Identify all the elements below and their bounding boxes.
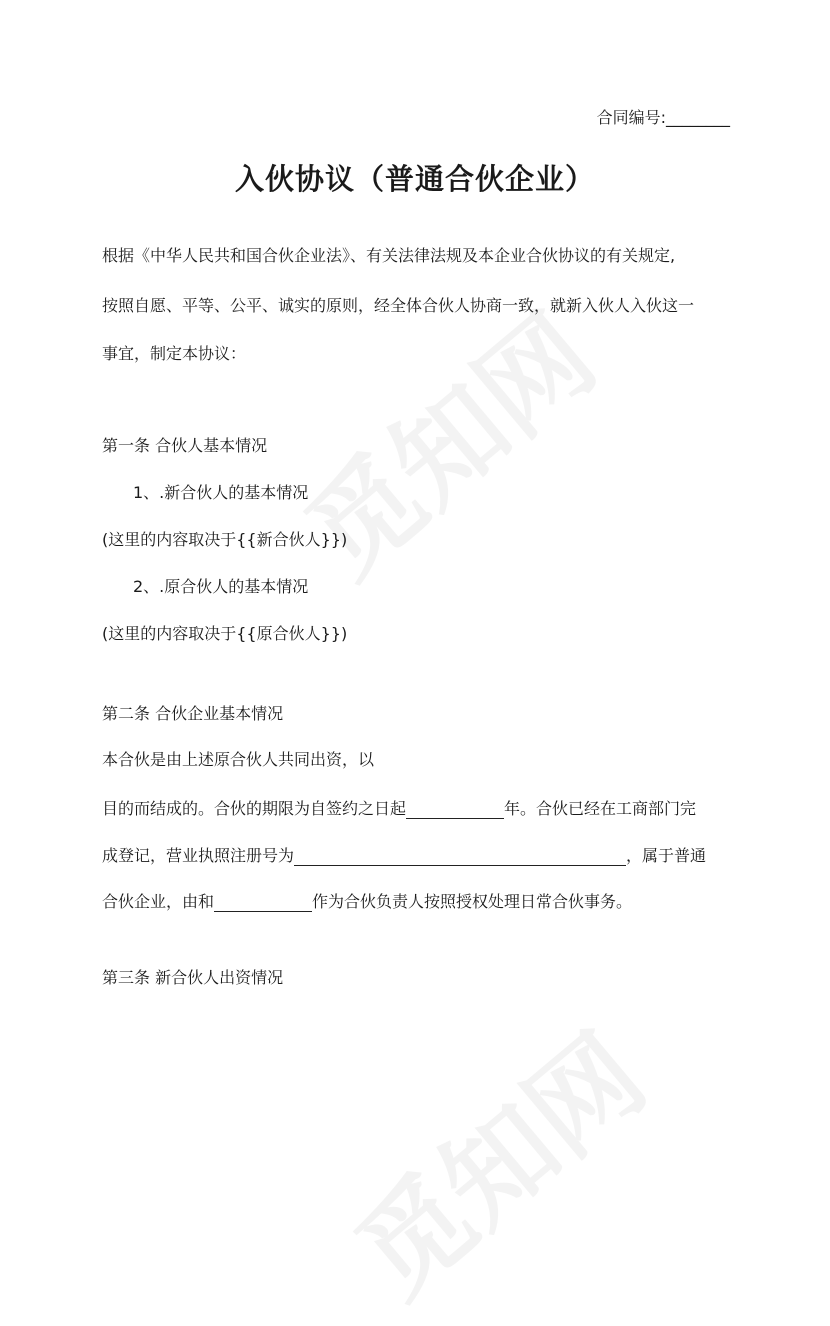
license-number-blank[interactable] (294, 847, 626, 866)
article-2-line-1: 本合伙是由上述原合伙人共同出资，以 (102, 750, 375, 769)
article-2-line-2-part-b: 年。合伙已经在工商部门完 (504, 799, 697, 818)
article-2-line-4 (102, 892, 632, 912)
intro-line-1: 根据《中华人民共和国合伙企业法》、有关法律法规及本企业合伙协议的有关规定, (102, 246, 676, 265)
watermark-bottom (318, 992, 672, 1325)
article-2-line-4-part-b: 作为合伙负责人按照授权处理日常合伙事务。 (312, 892, 633, 911)
article-2-line-2 (102, 799, 696, 819)
article-1-item-1: 1、.新合伙人的基本情况 (133, 483, 309, 502)
intro-line-3: 事宜，制定本协议： (102, 344, 247, 363)
article-1-item-2: 2、.原合伙人的基本情况 (133, 577, 309, 596)
article-2-line-3 (102, 846, 706, 866)
term-years-blank[interactable] (406, 800, 504, 819)
article-2-line-3-part-a: 成登记，营业执照注册号为 (102, 846, 295, 865)
responsible-partner-blank[interactable] (214, 893, 312, 912)
watermark (268, 272, 622, 605)
article-2-line-3-part-b: ，属于普通 (626, 846, 707, 865)
article-2-line-4-part-a: 合伙企业，由和 (102, 892, 215, 911)
document-title: 入伙协议（普通合伙企业） (234, 162, 595, 196)
article-2-line-2-part-a: 目的而结成的。合伙的期限为自签约之日起 (102, 799, 407, 818)
article-2-heading: 第二条 合伙企业基本情况 (102, 704, 284, 723)
article-1-note-2: (这里的内容取决于{{原合伙人}}) (102, 624, 348, 643)
article-3-heading: 第三条 新合伙人出资情况 (102, 968, 284, 987)
intro-line-2: 按照自愿、平等、公平、诚实的原则，经全体合伙人协商一致，就新入伙人入伙这一 (102, 296, 695, 315)
contract-number: 合同编号:________ (596, 108, 730, 127)
article-1-note-1: (这里的内容取决于{{新合伙人}}) (102, 530, 348, 549)
article-1-heading: 第一条 合伙人基本情况 (102, 436, 268, 455)
